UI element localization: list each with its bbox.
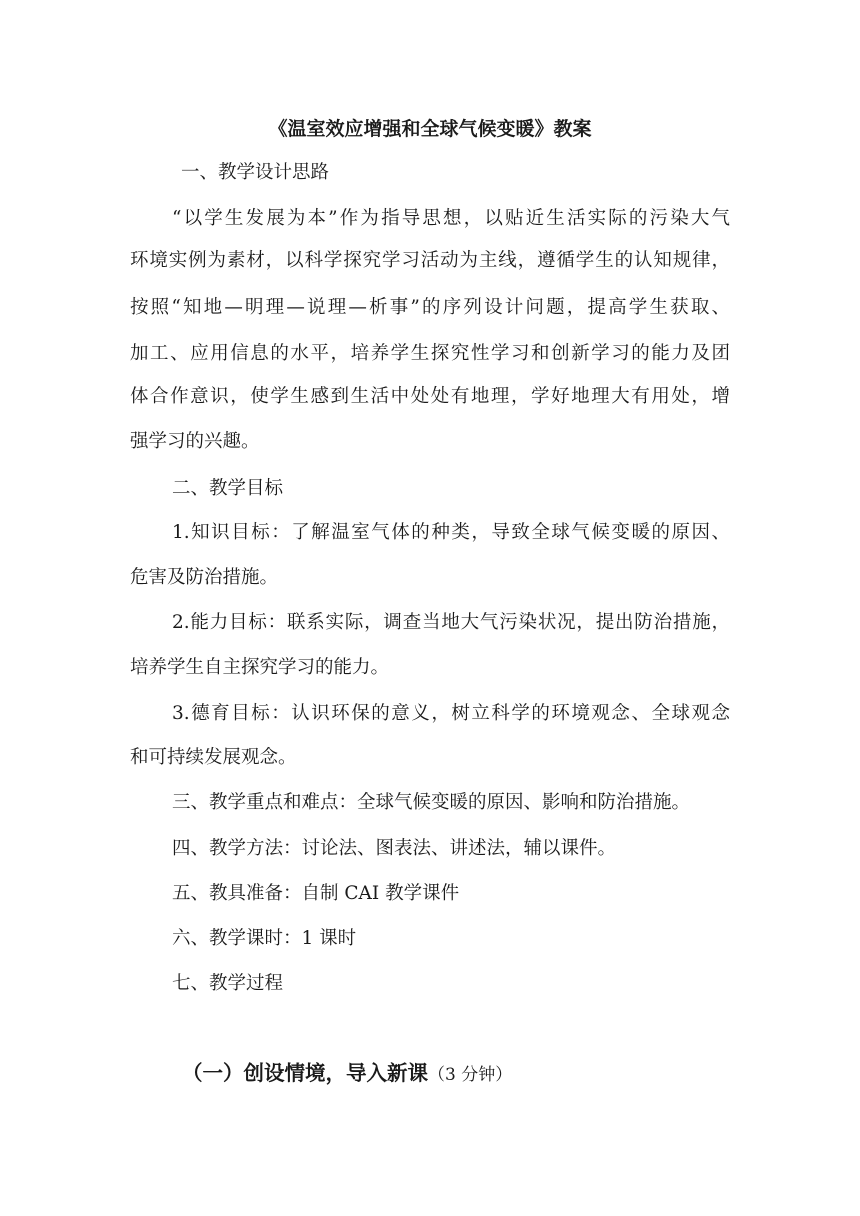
section-methods: 四、教学方法：讨论法、图表法、讲述法，辅以课件。	[172, 838, 617, 859]
subsection-title: （一）创设情境，导入新课	[182, 1061, 428, 1085]
goal-ability-line: 培养学生自主探究学习的能力。	[130, 657, 390, 678]
paragraph-line: 强学习的兴趣。	[130, 431, 260, 452]
paragraph-line: 体合作意识，使学生感到生活中处处有地理，学好地理大有用处，增	[130, 386, 730, 407]
paragraph-line: 环境实例为素材，以科学探究学习活动为主线，遵循学生的认知规律，	[130, 250, 730, 271]
goal-moral-line: 和可持续发展观念。	[130, 747, 297, 768]
document-title: 《温室效应增强和全球气候变暖》教案	[268, 118, 592, 140]
goal-knowledge-line: 1.知识目标：了解温室气体的种类，导致全球气候变暖的原因、	[172, 522, 730, 543]
paragraph-line: 按照“知地—明理—说理—析事”的序列设计问题，提高学生获取、	[130, 297, 730, 318]
goal-knowledge-line: 危害及防治措施。	[130, 567, 279, 588]
section-key-points: 三、教学重点和难点：全球气候变暖的原因、影响和防治措施。	[172, 792, 691, 813]
section-heading-goals: 二、教学目标	[172, 478, 284, 499]
goal-ability-line: 2.能力目标：联系实际，调查当地大气污染状况，提出防治措施，	[172, 612, 730, 633]
section-heading-design: 一、教学设计思路	[181, 162, 330, 183]
paragraph-line: 加工、应用信息的水平，培养学生探究性学习和创新学习的能力及团	[130, 343, 730, 364]
section-tools: 五、教具准备：自制 CAI 教学课件	[172, 883, 460, 904]
paragraph-line: “以学生发展为本”作为指导思想，以贴近生活实际的污染大气	[172, 208, 730, 229]
subsection-duration: （3 分钟）	[428, 1065, 513, 1085]
goal-moral-line: 3.德育目标：认识环保的意义，树立科学的环境观念、全球观念	[172, 703, 730, 724]
section-process: 七、教学过程	[172, 973, 284, 994]
section-hours: 六、教学课时：1 课时	[172, 928, 357, 949]
subsection-heading	[182, 1058, 512, 1090]
